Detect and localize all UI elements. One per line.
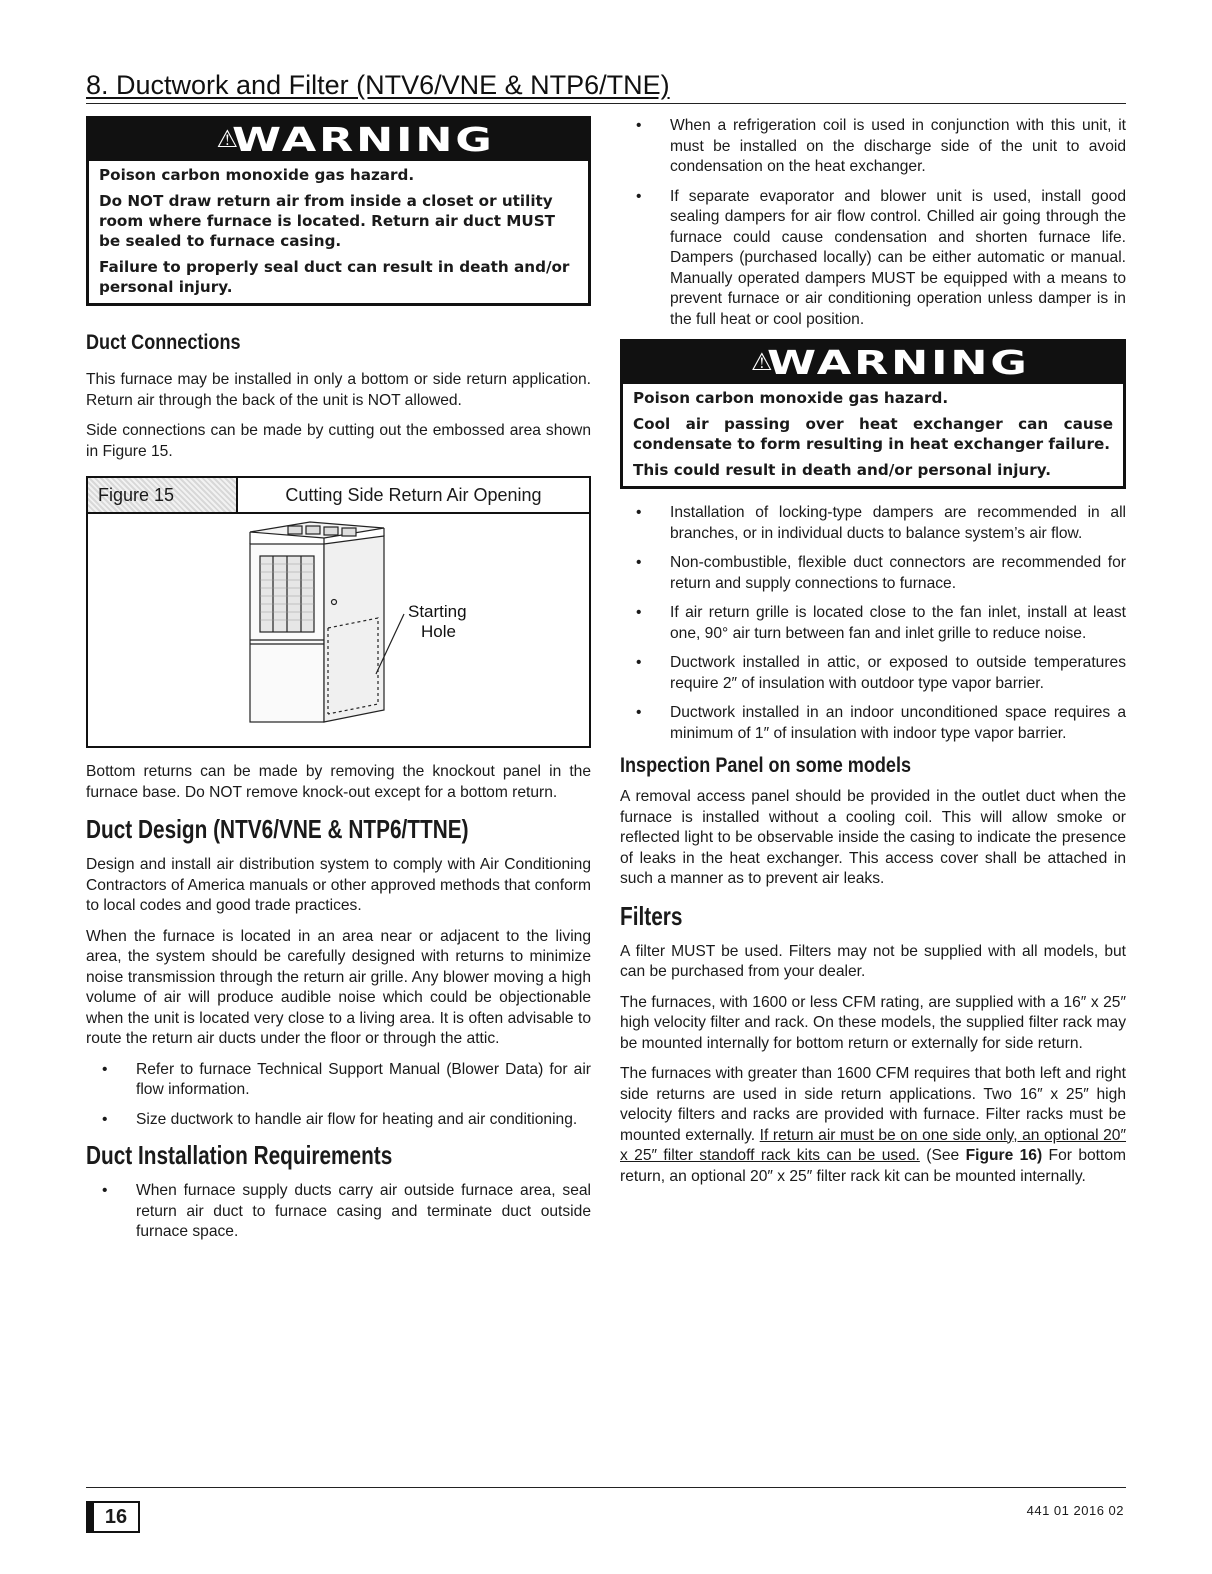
bullet-list — [86, 1181, 591, 1243]
warning-header — [623, 342, 1123, 384]
warning-line: Poison carbon monoxide gas hazard. — [99, 166, 415, 184]
warning-text — [89, 161, 588, 303]
paragraph: A removal access panel should be provided in the outlet duct when the furnace is installed without a cooling coil. This will allow smoke or reflected light to be observable inside the casing to indicate the presence of leaks in the heat exchanger. This access cover shall be attached in such a manner as to prevent air leaks. — [620, 788, 1126, 887]
warning-box-2 — [620, 339, 1126, 489]
list-item: • Non-combustible, flexible duct connectors are recommended for return and supply connections to furnace. — [636, 554, 1126, 592]
warning-triangle-icon: ⚠ — [216, 125, 239, 153]
warning-text — [623, 384, 1123, 486]
figure-15 — [86, 476, 591, 748]
paragraph: This furnace may be installed in only a bottom or side return application. Return air through the back of the unit is NOT allowed. — [86, 371, 591, 409]
paragraph: When the furnace is located in an area near or adjacent to the living area, the system should be carefully designed with returns to minimize noise transmission through the return air grille. Any blower moving a high volume of air will produce audible noise which could be objectionable when the unit is located very close to a living area. It is often advisable to route the return air ducts under the floor or through the attic. — [86, 927, 591, 1047]
warning-line: Failure to properly seal duct can result in death and/or personal injury. — [99, 258, 570, 296]
warning-word: WARNING — [766, 342, 1030, 382]
bullet-list — [620, 116, 1126, 330]
warning-triangle-icon: ⚠ — [751, 348, 773, 376]
list-item: • Refer to furnace Technical Support Manual (Blower Data) for air flow information. — [102, 1060, 591, 1098]
list-item: • Ductwork installed in an indoor unconditioned space requires a minimum of 1″ of insulation with indoor type vapor barrier. — [636, 704, 1126, 742]
list-item: • If separate evaporator and blower unit is used, install good sealing dampers for air flow control. Chilled air going through the furnace could cause condensation and shorten furnace life. Dampers (purchased locally) can be either automatic or manual. Manually operated dampers MUST be equipped with a means to prevent furnace or air conditioning operation unless damper is in the full heat or cool position. — [636, 187, 1126, 328]
paragraph: Bottom returns can be made by removing the knockout panel in the furnace base. Do NOT remove knock-out except for a bottom return. — [86, 763, 591, 801]
list-item: • Ductwork installed in attic, or exposed to outside temperatures require 2″ of insulation with outdoor type vapor barrier. — [636, 654, 1126, 692]
figure-header — [88, 478, 589, 514]
callout-starting: Starting — [408, 602, 467, 621]
list-item: • When a refrigeration coil is used in conjunction with this unit, it must be installed on the discharge side of the unit to avoid condensation on the heat exchanger. — [636, 117, 1126, 175]
callout-hole: Hole — [421, 622, 456, 641]
left-column — [86, 116, 591, 1252]
paragraph: The furnaces, with 1600 or less CFM rating, are supplied with a 16″ x 25″ high velocity filter and rack. On these models, the supplied filter rack may be mounted internally for bottom return or externally for side return. — [620, 993, 1126, 1052]
paragraph: The furnaces with greater than 1600 CFM requires that both left and right side returns are used in side return applications. Two 16″ x 25″ high velocity filters and racks are provided with furnace. Filter racks must be mounted externally. If return air must be on one side only, an optional 20″ x 25″ filter standoff rack kits can be used. (See Figure 16) For bottom return, an optional 20″ x 25″ filter rack kit can be mounted internally. — [620, 1065, 1127, 1185]
paragraph: A filter MUST be used. Filters may not be supplied with all models, but can be purchased from your dealer. — [620, 942, 1126, 980]
warning-line: This could result in death and/or personal injury. — [633, 461, 1051, 479]
furnace-illustration — [88, 514, 579, 742]
bullet-list — [620, 503, 1126, 744]
footer-divider — [86, 1487, 1126, 1488]
inspection-heading: Inspection Panel on some models — [620, 754, 912, 777]
paragraph: Side connections can be made by cutting out the embossed area shown in Figure 15. — [86, 422, 591, 460]
warning-box-1 — [86, 116, 591, 306]
warning-header — [89, 119, 588, 161]
duct-design-heading: Duct Design (NTV6/VNE & NTP6/TTNE) — [86, 814, 469, 844]
list-item: • Installation of locking-type dampers are recommended in all branches, or in individual ducts to balance system’s air flow. — [636, 504, 1126, 542]
page-title: 8. Ductwork and Filter (NTV6/VNE & NTP6/TNE) — [86, 68, 1126, 104]
list-item: • When furnace supply ducts carry air outside furnace area, seal return air duct to furnace casing and terminate duct outside furnace space. — [102, 1182, 591, 1240]
warning-line: Cool air passing over heat exchanger can cause condensate to form resulting in heat exchanger failure. — [633, 415, 1113, 453]
warning-line: Do NOT draw return air from inside a closet or utility room where furnace is located. Return air duct MUST be sealed to furnace casing. — [99, 192, 556, 250]
list-item: • If air return grille is located close to the fan inlet, install at least one, 90° air turn between fan and inlet grille to reduce noise. — [636, 604, 1126, 642]
page-number: 16 — [86, 1501, 140, 1533]
bullet-list — [86, 1060, 591, 1131]
figure-label: Figure 15 — [88, 478, 238, 512]
warning-word: WARNING — [231, 119, 495, 159]
warning-line: Poison carbon monoxide gas hazard. — [633, 389, 949, 407]
document-id: 441 01 2016 02 — [1026, 1503, 1124, 1518]
figure-title: Cutting Side Return Air Opening — [285, 484, 542, 505]
right-column — [620, 116, 1126, 1197]
duct-connections-heading: Duct Connections — [86, 331, 241, 354]
paragraph: Design and install air distribution system to comply with Air Conditioning Contractors of America manuals or other approved methods that conform to local codes and good trade practices. — [86, 856, 591, 914]
filters-heading: Filters — [620, 900, 683, 931]
list-item: • Size ductwork to handle air flow for heating and air conditioning. — [102, 1110, 578, 1128]
duct-install-heading: Duct Installation Requirements — [86, 1140, 393, 1170]
